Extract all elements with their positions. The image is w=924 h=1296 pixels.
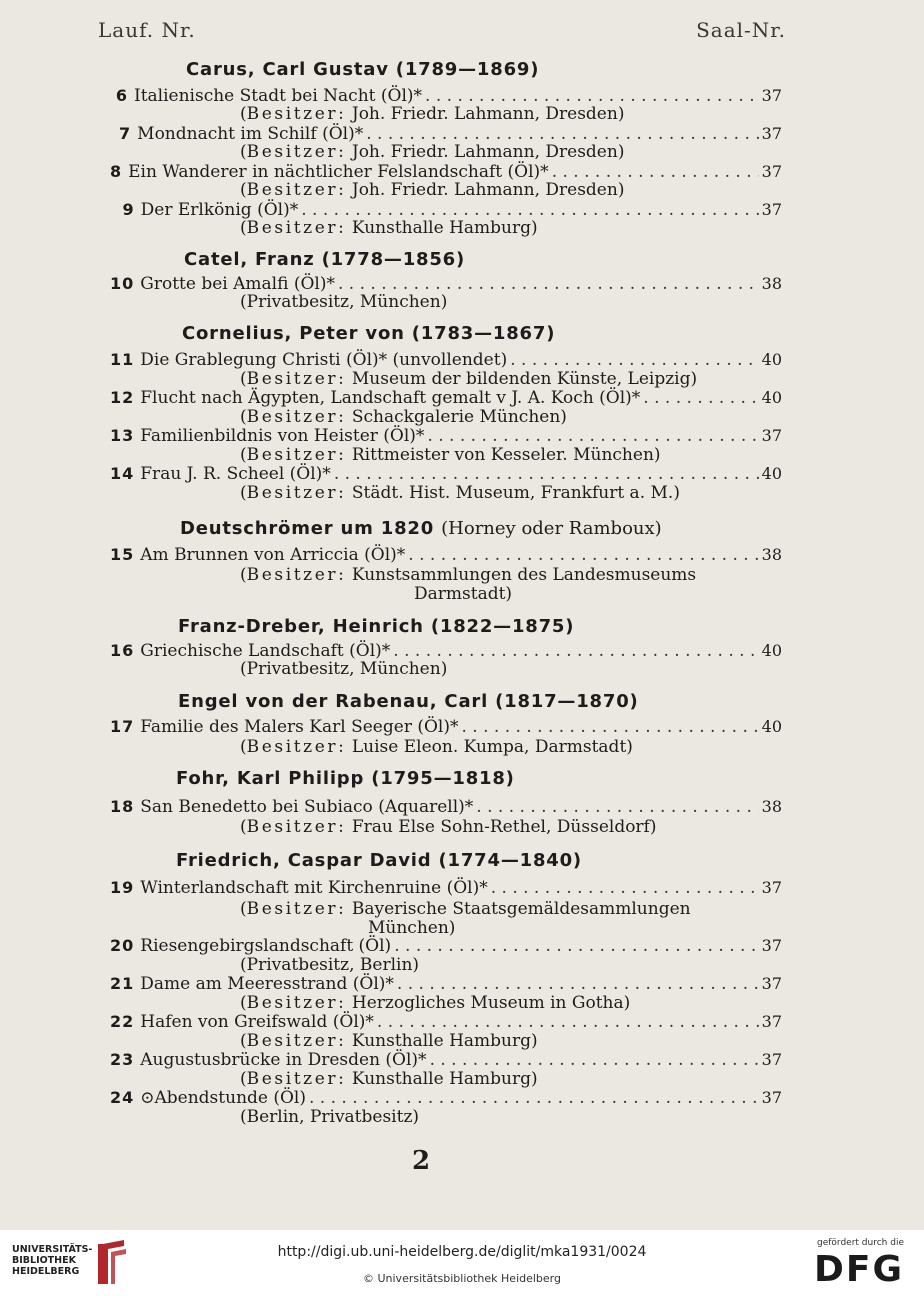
owner-line: (Besitzer: Frau Else Sohn-Rethel, Düsseldorf) [240, 817, 657, 837]
artist-heading: Carus, Carl Gustav (1789—1869) [186, 59, 540, 80]
catalog-entry: 23 Augustusbrücke in Dresden (Öl)* . . . 37 [110, 1050, 782, 1072]
catalog-entry: 15 Am Brunnen von Arriccia (Öl)* . . . 38 [110, 545, 782, 567]
owner-line: (Besitzer: Herzogliches Museum in Gotha) [240, 993, 631, 1013]
owner-line: (Besitzer: Kunsthalle Hamburg) [240, 218, 538, 238]
owner-line: (Besitzer: Joh. Friedr. Lahmann, Dresden) [240, 180, 625, 200]
owner-line: (Besitzer: Schackgalerie München) [240, 407, 567, 427]
artist-heading: Cornelius, Peter von (1783—1867) [182, 323, 556, 344]
artist-heading: Deutschrömer um 1820 (Horney oder Ramboux) [180, 518, 662, 539]
catalog-entry: 11 Die Grablegung Christi (Öl)* (unvollendet) . . . 40 [110, 350, 782, 372]
owner-line: (Besitzer: Kunstsammlungen des Landesmuseums [240, 565, 697, 585]
owner-line: (Besitzer: Museum der bildenden Künste, Leipzig) [240, 369, 698, 389]
library-name: UNIVERSITÄTS- BIBLIOTHEK HEIDELBERG [12, 1244, 93, 1277]
catalog-entry: 22 Hafen von Greifswald (Öl)* . . . 37 [110, 1012, 782, 1034]
digitization-footer [0, 1230, 924, 1296]
running-number-header: Lauf. Nr. [98, 18, 196, 42]
catalog-entry: 8 Ein Wanderer in nächtlicher Felslandschaft (Öl)* . . . 37 [110, 162, 782, 184]
artist-heading: Engel von der Rabenau, Carl (1817—1870) [178, 691, 639, 712]
artist-heading: Fohr, Karl Philipp (1795—1818) [176, 768, 515, 789]
owner-line: (Besitzer: Joh. Friedr. Lahmann, Dresden) [240, 104, 625, 124]
owner-line: (Besitzer: Luise Eleon. Kumpa, Darmstadt) [240, 737, 633, 757]
catalog-entry: 10 Grotte bei Amalfi (Öl)* . . . 38 [110, 274, 782, 296]
copyright-notice: © Universitätsbibliothek Heidelberg [362, 1272, 561, 1285]
artist-heading: Friedrich, Caspar David (1774—1840) [176, 850, 582, 871]
catalog-entry: 6 Italienische Stadt bei Nacht (Öl)* . . . 37 [110, 86, 782, 108]
catalog-entry: 17 Familie des Malers Karl Seeger (Öl)* . . . 40 [110, 717, 782, 739]
source-url-link[interactable]: http://digi.ub.uni-heidelberg.de/diglit/mka1931/0024 [277, 1244, 647, 1260]
dfg-logo: DFG [813, 1249, 904, 1290]
artist-heading: Franz-Dreber, Heinrich (1822—1875) [178, 616, 575, 637]
catalog-entry: 24 ⊙Abendstunde (Öl) . . . 37 [110, 1088, 782, 1110]
room-number-header: Saal-Nr. [696, 18, 786, 42]
artist-heading: Catel, Franz (1778—1856) [184, 249, 466, 270]
catalog-entry: 20 Riesengebirgslandschaft (Öl) . . . 37 [110, 936, 782, 958]
catalog-entry: 14 Frau J. R. Scheel (Öl)* . . . 40 [110, 464, 782, 486]
owner-line: (Berlin, Privatbesitz) [240, 1107, 420, 1127]
catalog-entry: 18 San Benedetto bei Subiaco (Aquarell)* . . . 38 [110, 797, 782, 819]
catalog-entry: 16 Griechische Landschaft (Öl)* . . . 40 [110, 641, 782, 663]
funding-caption: gefördert durch die [817, 1238, 904, 1248]
catalog-entry: 13 Familienbildnis von Heister (Öl)* . . . 37 [110, 426, 782, 448]
owner-line: (Besitzer: Rittmeister von Kesseler. München) [240, 445, 661, 465]
owner-line: (Privatbesitz, München) [240, 292, 448, 312]
catalog-entry: 19 Winterlandschaft mit Kirchenruine (Öl)* . . . 37 [110, 878, 782, 900]
page-number: 2 [412, 1146, 431, 1176]
owner-line-continued: Darmstadt) [414, 584, 513, 604]
owner-line: (Besitzer: Joh. Friedr. Lahmann, Dresden) [240, 142, 625, 162]
catalog-entry: 12 Flucht nach Ägypten, Landschaft gemalt v J. A. Koch (Öl)* . . . 40 [110, 388, 782, 410]
catalog-entry: 21 Dame am Meeresstrand (Öl)* . . . 37 [110, 974, 782, 996]
owner-line: (Besitzer: Städt. Hist. Museum, Frankfurt a. M.) [240, 483, 680, 503]
owner-line-continued: München) [368, 918, 456, 938]
catalog-entry: 9 Der Erlkönig (Öl)* . . . 37 [110, 200, 782, 222]
catalog-entry: 7 Mondnacht im Schilf (Öl)* . . . 37 [110, 124, 782, 146]
owner-line: (Besitzer: Bayerische Staatsgemäldesammlungen [240, 899, 691, 919]
owner-line: (Besitzer: Kunsthalle Hamburg) [240, 1031, 538, 1051]
owner-line: (Besitzer: Kunsthalle Hamburg) [240, 1069, 538, 1089]
owner-line: (Privatbesitz, Berlin) [240, 955, 420, 975]
owner-line: (Privatbesitz, München) [240, 659, 448, 679]
